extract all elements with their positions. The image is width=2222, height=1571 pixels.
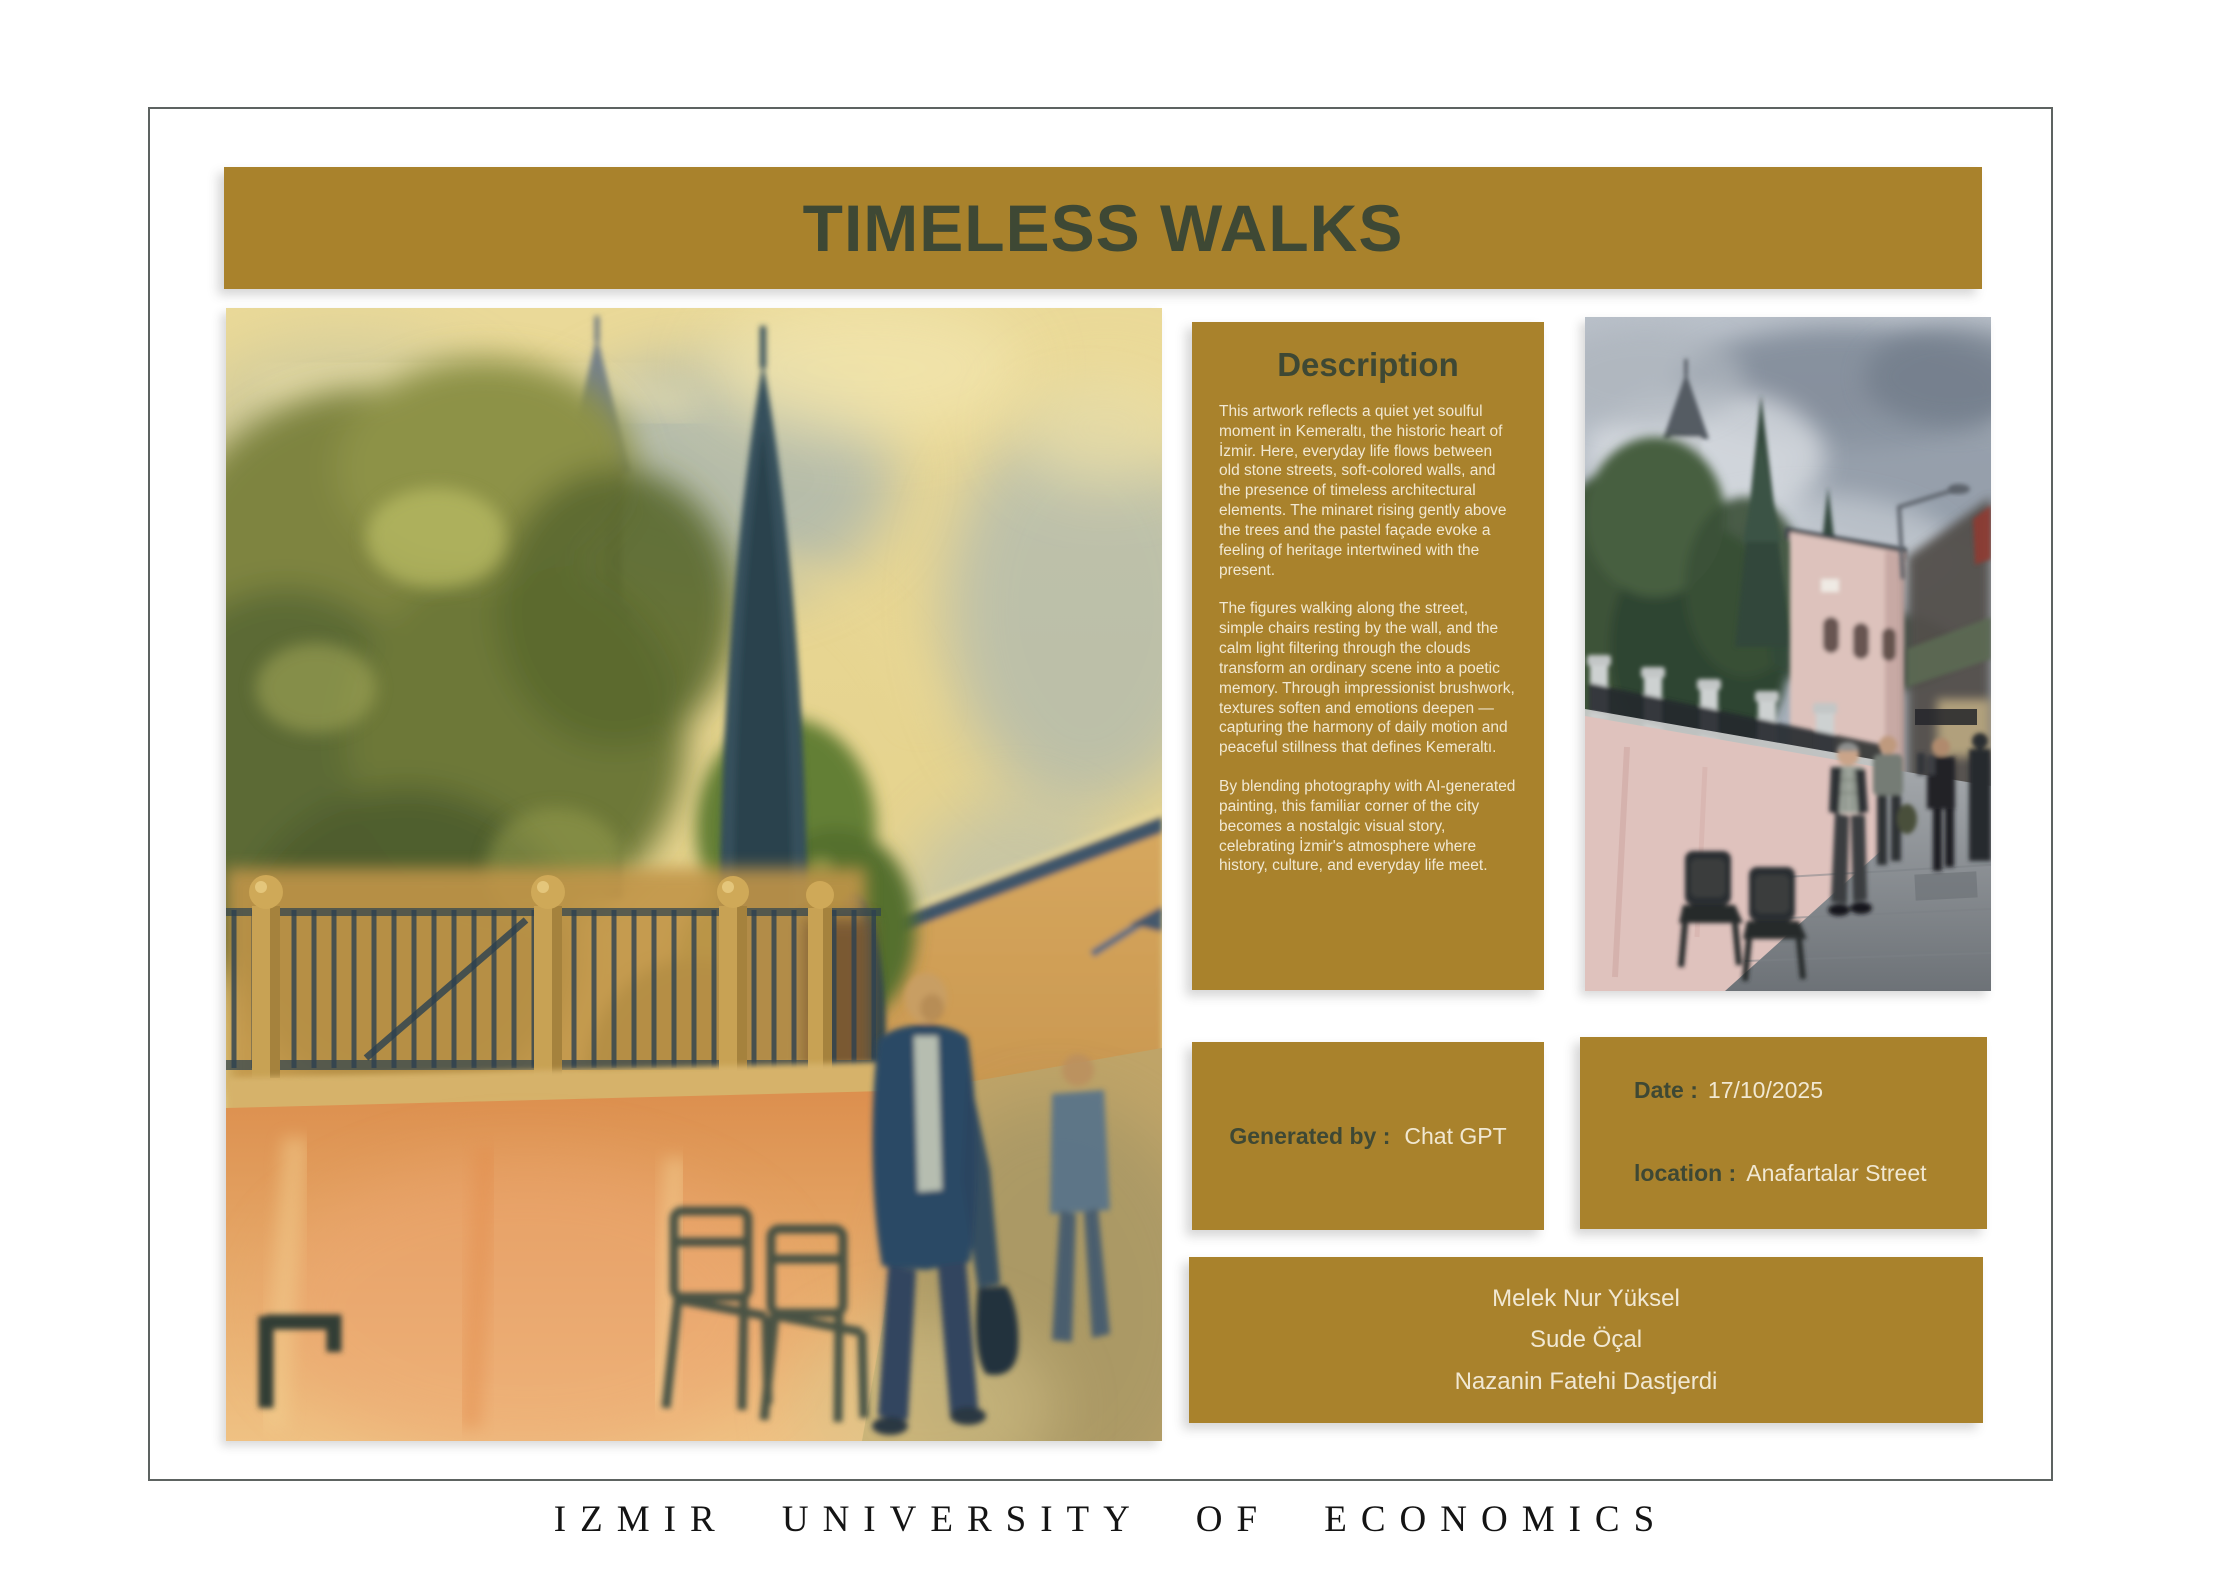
generated-by-box [1192, 1042, 1544, 1230]
date-label: Date : [1634, 1077, 1698, 1103]
date-row [1634, 1077, 1987, 1104]
university-footer: IZMIR UNIVERSITY OF ECONOMICS [553, 1499, 1669, 1540]
description-heading: Description [1277, 346, 1459, 383]
team-member-name-2: Sude Öçal [1529, 1326, 1643, 1354]
date-value: 17/10/2025 [1707, 1077, 1824, 1103]
painting-image [226, 308, 1162, 1441]
generated-by-value: Chat GPT [1404, 1122, 1507, 1149]
location-label: location : [1634, 1160, 1737, 1186]
location-value: Anafartalar Street [1746, 1160, 1927, 1186]
description-paragraph-1: This artwork reflects a quiet yet soulful moment in Kemeraltı, the historic heart of İzmir. Here, everyday life flows between old stone streets, soft-colored walls, and the presence of timeless architectural elements. The minaret rising gently above the trees and the pastel façade evoke a feeling of heritage intertwined with the present. [1219, 403, 1507, 579]
location-row [1634, 1160, 1987, 1187]
generated-by-label: Generated by : [1229, 1122, 1391, 1149]
description-box [1192, 322, 1544, 990]
title-banner [224, 167, 1982, 289]
team-member-name-3: Nazanin Fatehi Dastjerdi [1454, 1367, 1718, 1395]
team-members-box [1189, 1257, 1983, 1423]
description-paragraph-3: By blending photography with AI-generated painting, this familiar corner of the city becomes a nostalgic visual story, celebrating İzmir's atmosphere where history, culture, and everyday life meet. [1219, 778, 1516, 875]
poster-title: TIMELESS WALKS [802, 191, 1404, 265]
painting-illustration [226, 308, 1162, 1441]
photo-image [1585, 317, 1991, 991]
photo-illustration [1585, 317, 1991, 991]
description-paragraph-2: The figures walking along the street, simple chairs resting by the wall, and the calm light filtering through the clouds transform an ordinary scene into a poetic memory. Through impressionist brushwork, textures soften and emotions deepen — capturing the harmony of daily motion and peaceful stillness that defines Kemeraltı. [1219, 600, 1515, 757]
date-location-box [1580, 1037, 1987, 1229]
poster-border-frame [148, 107, 2053, 1481]
team-member-name-1: Melek Nur Yüksel [1492, 1285, 1680, 1313]
